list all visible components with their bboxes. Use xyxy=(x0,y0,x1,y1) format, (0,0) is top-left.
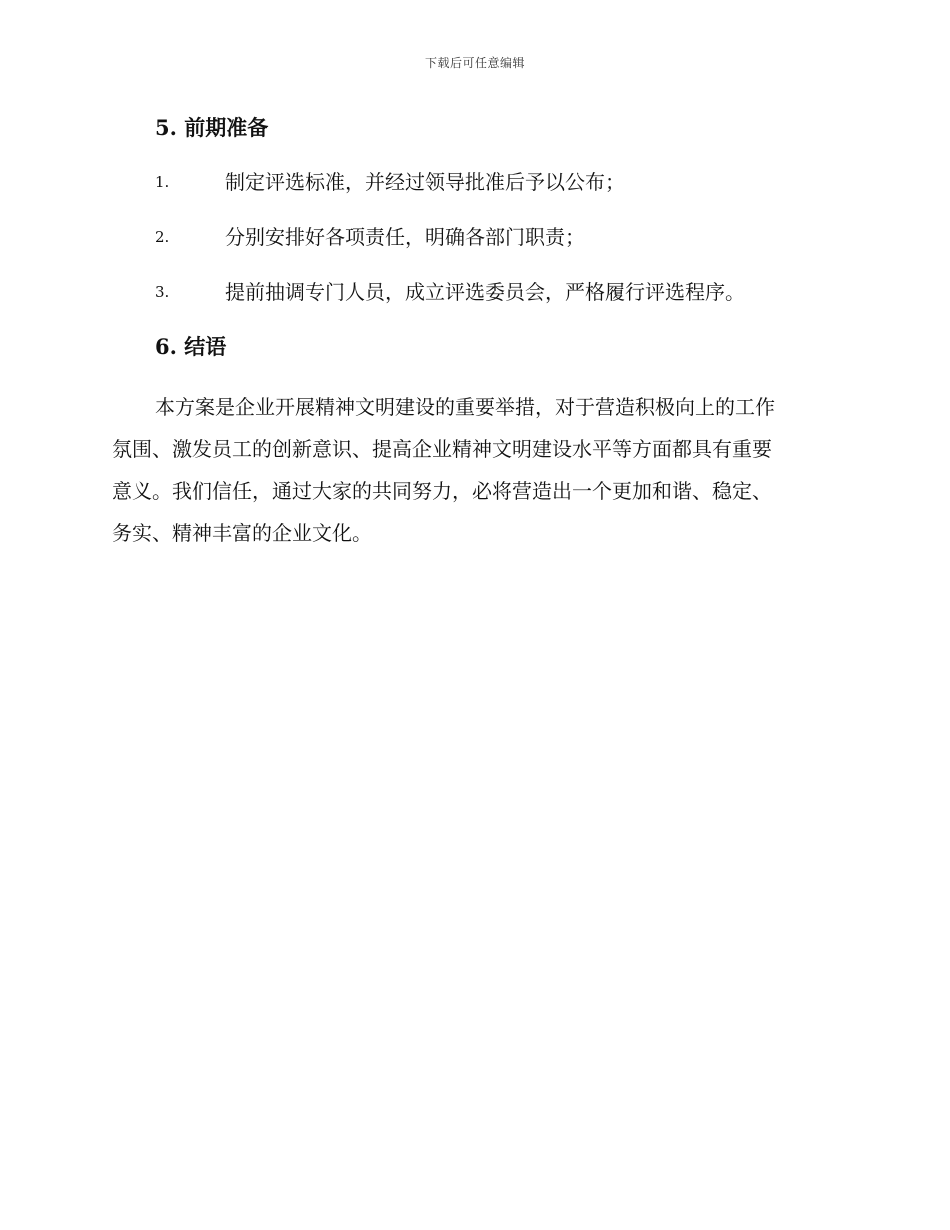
paragraph-line: 务实、精神丰富的企业文化。 xyxy=(112,521,372,545)
section-heading-preparation: 5. 前期准备 xyxy=(155,115,269,140)
list-item xyxy=(155,222,855,252)
list-item xyxy=(155,277,855,307)
conclusion-paragraph xyxy=(112,386,832,554)
paragraph-line: 氛围、激发员工的创新意识、提高企业精神文明建设水平等方面都具有重要 xyxy=(112,437,772,461)
list-item-number: 2. xyxy=(155,228,170,246)
list-item-text: 分别安排好各项责任，明确各部门职责； xyxy=(225,225,585,249)
paragraph-line: 本方案是企业开展精神文明建设的重要举措，对于营造积极向上的工作 xyxy=(155,395,775,419)
list-item-text: 提前抽调专门人员，成立评选委员会，严格履行评选程序。 xyxy=(225,280,745,304)
list-item-number: 1. xyxy=(155,173,170,191)
paragraph-line: 意义。我们信任，通过大家的共同努力，必将营造出一个更加和谐、稳定、 xyxy=(112,479,772,503)
list-item-text: 制定评选标准，并经过领导批准后予以公布； xyxy=(225,170,625,194)
header-note: 下载后可任意编辑 xyxy=(424,56,525,70)
list-item-number: 3. xyxy=(155,283,170,301)
list-item xyxy=(155,167,855,197)
section-heading-conclusion: 6. 结语 xyxy=(155,334,227,359)
